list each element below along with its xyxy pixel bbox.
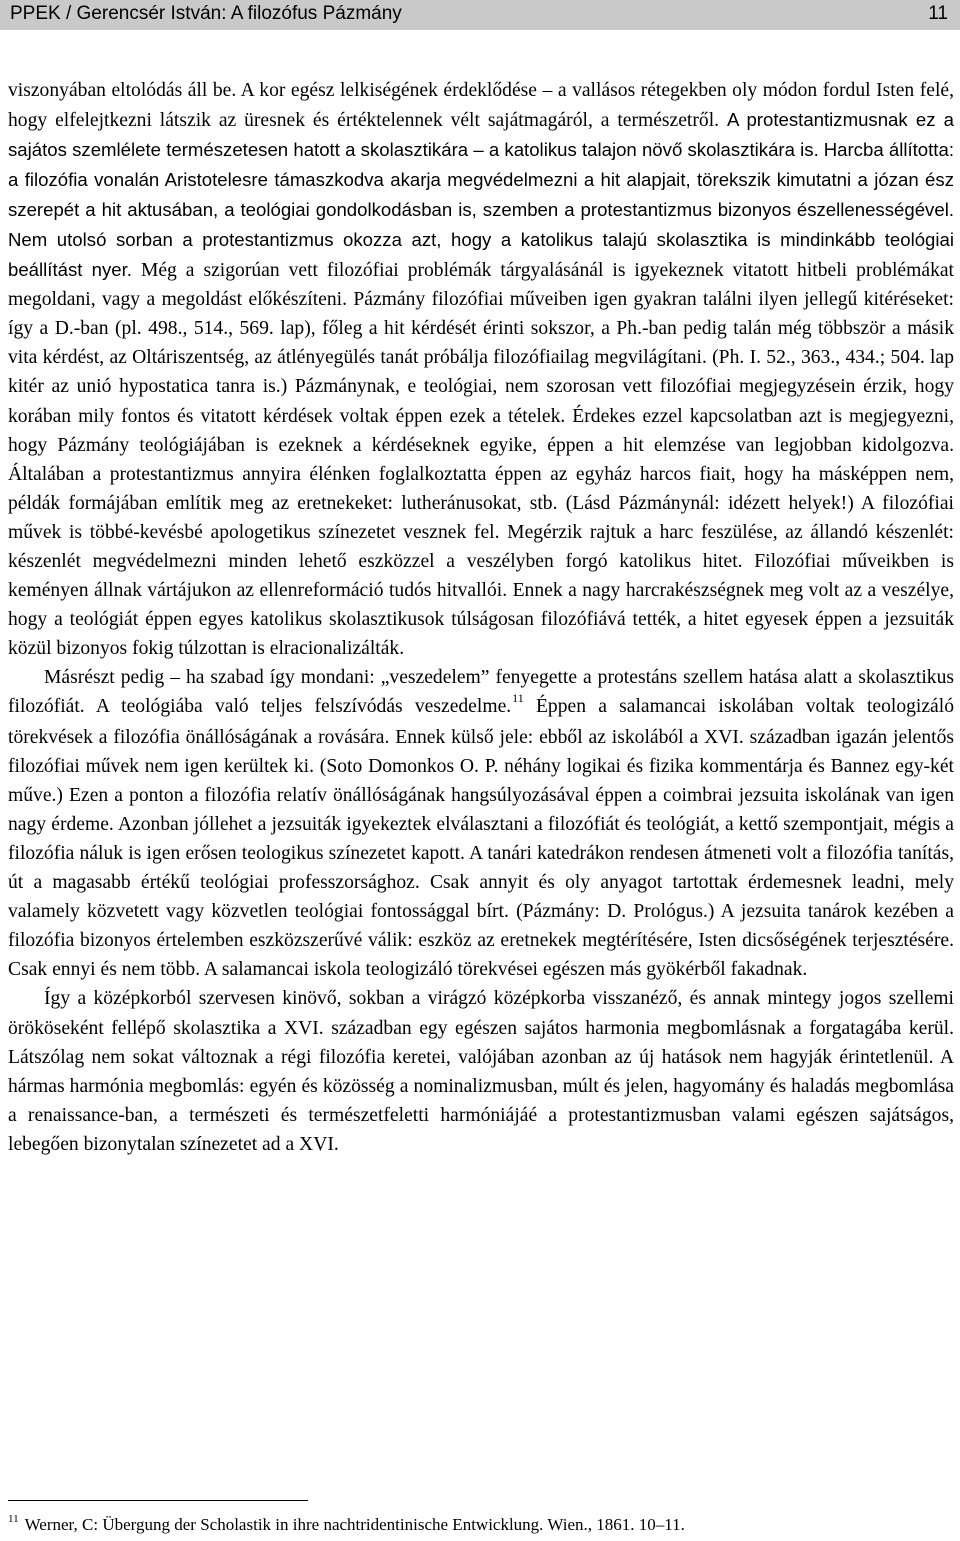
footnote-text: Werner, C: Übergung der Scholastik in ihre nachtridentinische Entwicklung. Wien., 1861. 10–11. — [24, 1515, 685, 1534]
footnote — [8, 1515, 685, 1535]
paragraph-3 — [8, 984, 954, 1158]
paragraph-1-part-f: Még a szigorúan vett filozófiai problémák tárgyalásánál is igyekeznek vitatott hitbeli problémákat megoldani, vagy a megoldást előkészíteni. Pázmány filozófiai műveiben igen gyakran találni ilyen jellegű kitéréseket: így a D.-ban (pl. 498., 514., 569. lap), főleg a hit kérdését érinti sokszor, a Ph.-ban pedig talán még többször a másik vita kérdést, az Oltáriszentség, az átlényegülés tanát próbálja filozófiailag megvilágítani. (Ph. I. 52., 363., 434.; 504. lap kitér az unió hypostatica tanra is.) Pázmánynak, e teológiai, nem szorosan vett filozófiai megjegyzésein érzik, hogy korában mily fontos és vitatott kérdések voltak éppen ezek a tételek. Érdekes ezzel kapcsolatban azt is megjegyezni, hogy Pázmány teológiájában is ezeknek a kérdéseknek egyike, éppen a hit elemzése van legjobban kidolgozva. Általában a protestantizmus annyira élénken foglalkoztatta éppen az egyház harcos fiait, hogy ha másképpen nem, példák formájában említik meg az eretnekeket: lutheránusokat, stb. (Lásd Pázmánynál: idézett helyek!) A filozófiai művek is többé-kevésbé apologetikus színezetet vesznek fel. Megérzik rajtuk a harc feszülése, az állandó készenlét: készenlét megvédelmezni minden lehető eszközzel a veszélyben forgó katolikus hitet. Filozófiai műveikben is keményen állnak vártájukon az ellenreformáció tudós hitvallói. Ennek a nagy harcrakészségnek meg volt az a veszélye, hogy a teológiát éppen egyes katolikus skolasztikusok túlságosan filozófiává tették, a hitet egyesek éppen a jezsuiták közül bizonyos fokig túlzottan is elracionalizálták. — [8, 260, 955, 659]
paragraph-1-part-c: Harcba állította: a filozófia vonalán Aristotelesre támaszkodva akarja megvédelmezni a hit alapjait, törekszik kimutatni a józan ész szerepét a hit aktusában, a teológiai gondolkodásban is, szemben a protestantizmus bizonyos — [8, 139, 954, 221]
paragraph-2-part-a: Másrészt pedig – ha szabad így mondani: „veszedelem” fenyegette a protestáns szellem hatása alatt a skolasztikus filozófiát. A teológiába való teljes felszívódás veszedelme. — [8, 666, 954, 717]
paragraph-1-part-d: észellenességével. — [796, 199, 954, 221]
paragraph-3-text: Így a középkorból szervesen kinövő, sokban a virágzó középkorba visszanéző, és annak mintegy jogos szellemi örököseként fellépő skolasztika a XVI. században egy egészen sajátos harmonia megbomlásnak a forgatagába kerül. Látszólag nem sokat változnak a régi filozófia keretei, valójában azonban az új hatások nem hagyják érintetlenül. A hármas harmónia megbomlás: egyén és közösség a nominalizmusban, múlt és jelen, hagyomány és haladás megbomlása a renaissance-ban, a természeti és természetfeletti harmóniájáé a protestantizmusban valami egészen sajátságos, lebegően bizonytalan színezetet ad a XVI. — [8, 988, 954, 1155]
main-text — [8, 76, 954, 1159]
paragraph-1-part-a: viszonyában eltolódás áll be. A kor egész lelkiségének érdeklődése – a vallásos rétegekben oly módon fordul Isten felé, hogy elfelejtkezni látszik az üresnek és értéktelennek vélt sajátmagáról, a természetről. — [8, 80, 954, 132]
paragraph-1 — [8, 76, 954, 663]
page-header — [0, 0, 960, 30]
footnote-number: 11 — [8, 1513, 19, 1525]
paragraph-2 — [8, 663, 954, 985]
footnote-reference[interactable]: 11 — [512, 690, 524, 705]
paragraph-2-part-b: Éppen a salamancai iskolában voltak teologizáló törekvések a filozófia önállóságának a rovására. Ennek külső jele: ebből az iskolából a XVI. században igazán jelentős filozófiai művek nem igen kerültek ki. (Soto Domonkos O. P. néhány logikai és fizika kommentárja és Bannez egy-két műve.) Ezen a ponton a filozófia relatív önállóságának hangsúlyozásával éppen a coimbrai jezsuita iskolának van igen nagy érdeme. Azonban jóllehet a jezsuiták igyekeztek elválasztani a filozófiát és teológiát, a kettő szempontjait, mégis a filozófia náluk is igen erősen teologikus színezetet kapott. A tanári katedrákon rendesen átmeneti volt a filozófia tanítás, út a magasabb értékű teológiai professzorsághoz. Csak annyit és oly anyagot tartottak érdemesnek leadni, mely valamely közvetett vagy közvetlen teológiai fontossággal bírt. (Pázmány: D. Prológus.) A jezsuita tanárok kezében a filozófia bizonyos értelemben eszközszerűvé válik: eszköz az eretnekek megtérítésére, Isten dicsőségének terjesztésére. Csak ennyi és nem több. A salamancai iskola teologizáló törekvései egészen más gyökérből fakadnak. — [8, 695, 954, 981]
paragraph-1-part-b: A protestantizmusnak ez a sajátos szemlélete természetesen hatott a skolasztikára – a katolikus talajon növő skolasztikára is. — [8, 109, 954, 161]
footnote-divider — [8, 1500, 308, 1501]
page-number: 11 — [928, 3, 948, 24]
paragraph-1-part-e: Nem utolsó sorban a protestantizmus okozza azt, hogy a katolikus talajú skolasztika is mindinkább teológiai beállítást nyer. — [8, 229, 954, 281]
document-title: PPEK / Gerencsér István: A filozófus Pázmány — [10, 3, 402, 24]
